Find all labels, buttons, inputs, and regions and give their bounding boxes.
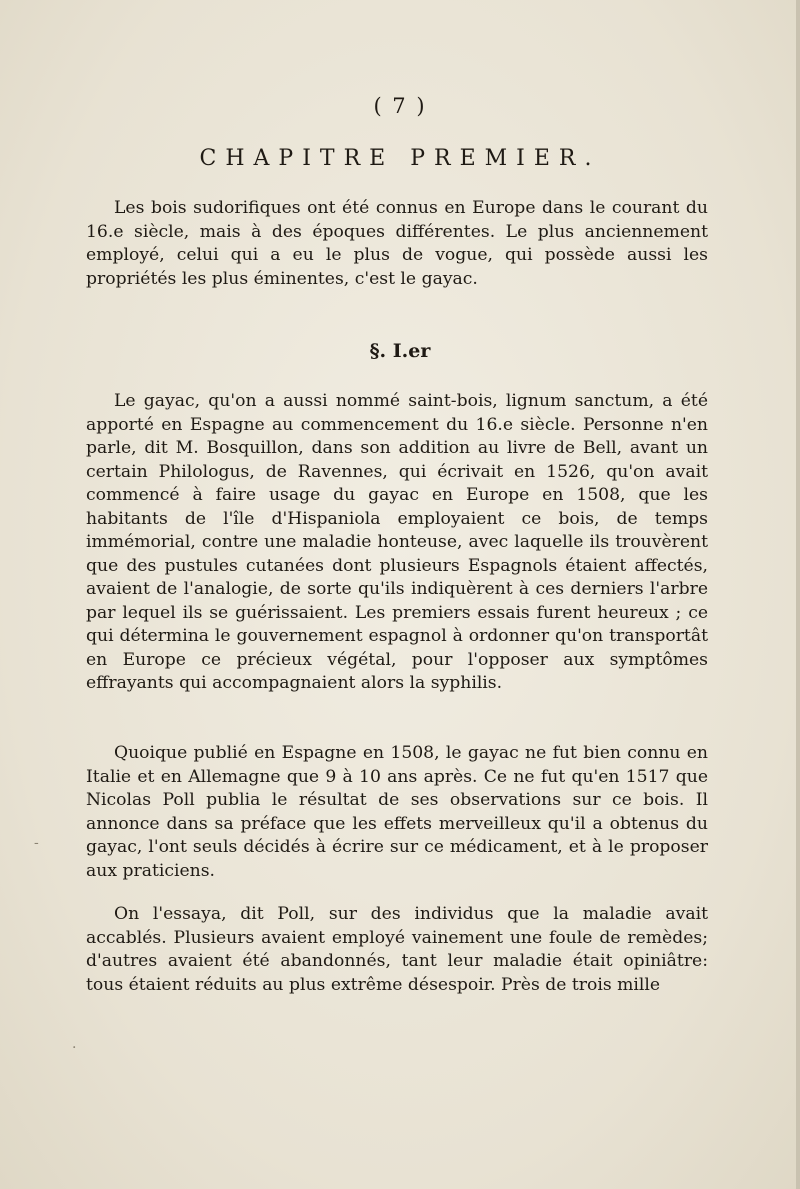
margin-speck: - xyxy=(34,835,39,851)
paragraph-text: Quoique publié en Espagne en 1508, le gayac ne fut bien connu en Italie et en Allemagne que 9 à 10 ans après. Ce ne fut qu'en 1517 que Nicolas Poll publia le résultat de ses observations sur ce bois. Il annonce dans sa préface que les effets merveilleux qu'il a obtenus du gayac, l'ont seuls décidés à écrire sur ce médicament, et à le proposer aux praticiens. xyxy=(86,743,708,881)
paragraph-intro xyxy=(86,197,708,291)
paragraph-text: On l'essaya, dit Poll, sur des individus que la maladie avait accablés. Plusieurs avaient employé vainement une foule de remèdes; d'autres avaient été abandonnés, tant leur maladie était opiniâtre: tous étaient réduits au plus extrême désespoir. Près de trois mille xyxy=(86,904,708,995)
margin-speck: · xyxy=(72,1040,77,1056)
section-heading: §. I.er xyxy=(369,340,431,362)
paragraph-poll-trials xyxy=(86,903,708,997)
page-number: ( 7 ) xyxy=(373,94,427,118)
paragraph-italy-germany xyxy=(86,742,708,883)
paragraph-text: Le gayac, qu'on a aussi nommé saint-bois, lignum sanctum, a été apporté en Espagne au commencement du 16.e siècle. Personne n'en parle, dit M. Bosquillon, dans son addition au livre de Bell, avant un certain Philologus, de Ravennes, qui écrivait en 1526, qu'on avait commencé à faire usage du gayac en Europe en 1508, que les habitants de l'île d'Hispaniola employaient ce bois, de temps immémorial, contre une maladie honteuse, avec laquelle ils trouvèrent que des pustules cutanées dont plusieurs Espagnols étaient affectés, avaient de l'analogie, de sorte qu'ils indiquèrent à ces derniers l'arbre par lequel ils se guérissaient. Les premiers essais furent heureux ; ce qui détermina le gouvernement espagnol à ordonner qu'on transportât en Europe ce précieux végétal, pour l'opposer aux symptômes effrayants qui accompagnaient alors la syphilis. xyxy=(86,391,708,693)
paragraph-text: Les bois sudorifiques ont été connus en Europe dans le courant du 16.e siècle, mais à des époques différentes. Le plus anciennement employé, celui qui a eu le plus de vogue, qui possède aussi les propriétés les plus éminentes, c'est le gayac. xyxy=(86,198,708,289)
paragraph-gayac-history xyxy=(86,390,708,696)
page-edge xyxy=(796,0,800,1189)
chapter-title: CHAPITRE PREMIER. xyxy=(199,146,601,171)
